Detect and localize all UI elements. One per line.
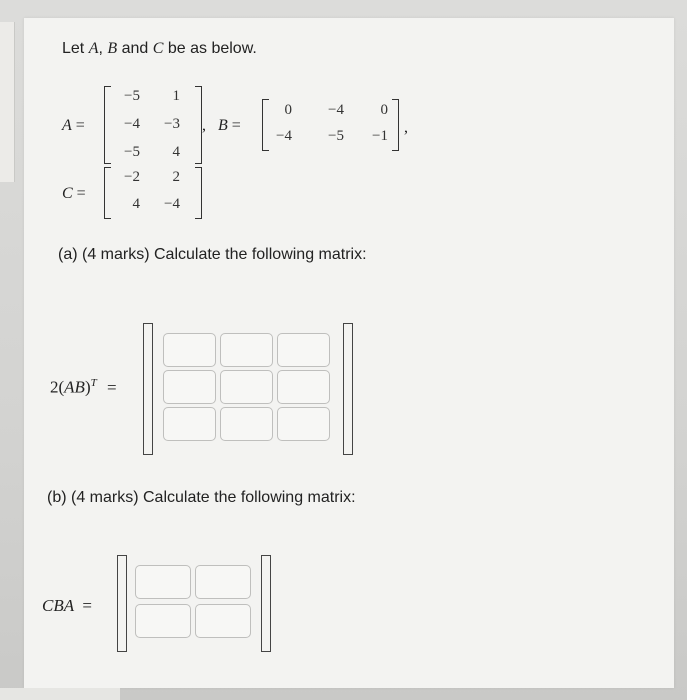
matrix-b-label [218,117,241,135]
part-a-expr-eq: = [107,377,117,397]
matrix-a-cell: 1 [172,88,180,104]
matrix-b-right-bracket [392,99,399,151]
matrix-c-right-bracket [195,167,202,219]
intro-text [62,40,257,58]
matrix-a-label [62,117,85,135]
matrix-b-trailing-comma: , [404,119,408,136]
matrix-c-eq: = [76,185,86,202]
matrix-a-cell: 4 [172,144,180,160]
matrix-separator: , [202,117,206,134]
part-b-expr-cba: CBA [42,596,75,615]
matrix-b-cell: 0 [380,102,388,118]
matrix-a-cell: −5 [124,144,140,160]
part-a-answer-cell[interactable] [163,407,216,441]
part-a-answer-cell[interactable] [220,333,273,367]
part-a-right-bracket [343,323,353,455]
matrix-b-eq: = [231,117,241,134]
part-b-left-bracket [117,555,127,652]
part-a-answer-cell[interactable] [220,407,273,441]
matrix-b-cell: −4 [276,128,292,144]
adjacent-page-edge [0,22,15,182]
part-b-right-bracket [261,555,271,652]
part-b-answer-cell[interactable] [195,565,251,599]
part-b-expr-eq: = [82,596,92,615]
matrix-b-cell: −1 [372,128,388,144]
matrix-b-name: B [218,117,228,134]
matrix-c-cell: 4 [132,196,140,212]
matrix-b-cell: 0 [284,102,292,118]
matrix-a-eq: = [75,117,85,134]
matrix-c-name: C [62,185,73,202]
part-a-answer-cell[interactable] [277,370,330,404]
matrix-c-cell: −4 [164,196,180,212]
part-a-answer-cell[interactable] [163,370,216,404]
part-a-expr-close: ) [84,377,91,397]
part-a-answer-cell[interactable] [277,333,330,367]
part-b-answer-cell[interactable] [135,604,191,638]
intro-prefix: Let [62,40,89,57]
matrix-a-right-bracket [195,86,202,164]
part-a-expr-two: 2( [50,377,65,397]
matrix-c-cell: 2 [172,169,180,185]
matrix-a-cell: −4 [124,116,140,132]
matrix-c-label [62,185,86,203]
intro-var-a: A [88,40,99,57]
intro-and: and [117,40,153,57]
intro-sep: , [98,40,108,57]
intro-var-b: B [107,40,118,57]
part-a-answer-cell[interactable] [220,370,273,404]
matrix-b-cell: −4 [328,102,344,118]
matrix-a-name: A [62,117,72,134]
part-b-answer-cell[interactable] [195,604,251,638]
part-a-left-bracket [143,323,153,455]
bottom-page-edge [0,688,120,700]
part-a-answer-cell[interactable] [277,407,330,441]
part-b-expression [42,596,92,616]
part-b-question: (b) (4 marks) Calculate the following matrix: [47,489,356,506]
intro-var-c: C [152,40,164,57]
part-a-expression [50,377,117,398]
part-a-question: (a) (4 marks) Calculate the following matrix: [58,246,367,263]
matrix-a-cell: −3 [164,116,180,132]
part-a-expr-ab: AB [64,377,85,397]
part-a-expr-sup: T [90,377,97,389]
matrix-b-cell: −5 [328,128,344,144]
intro-suffix: be as below. [163,40,257,57]
part-b-answer-cell[interactable] [135,565,191,599]
part-a-answer-cell[interactable] [163,333,216,367]
matrix-c-cell: −2 [124,169,140,185]
matrix-a-cell: −5 [124,88,140,104]
